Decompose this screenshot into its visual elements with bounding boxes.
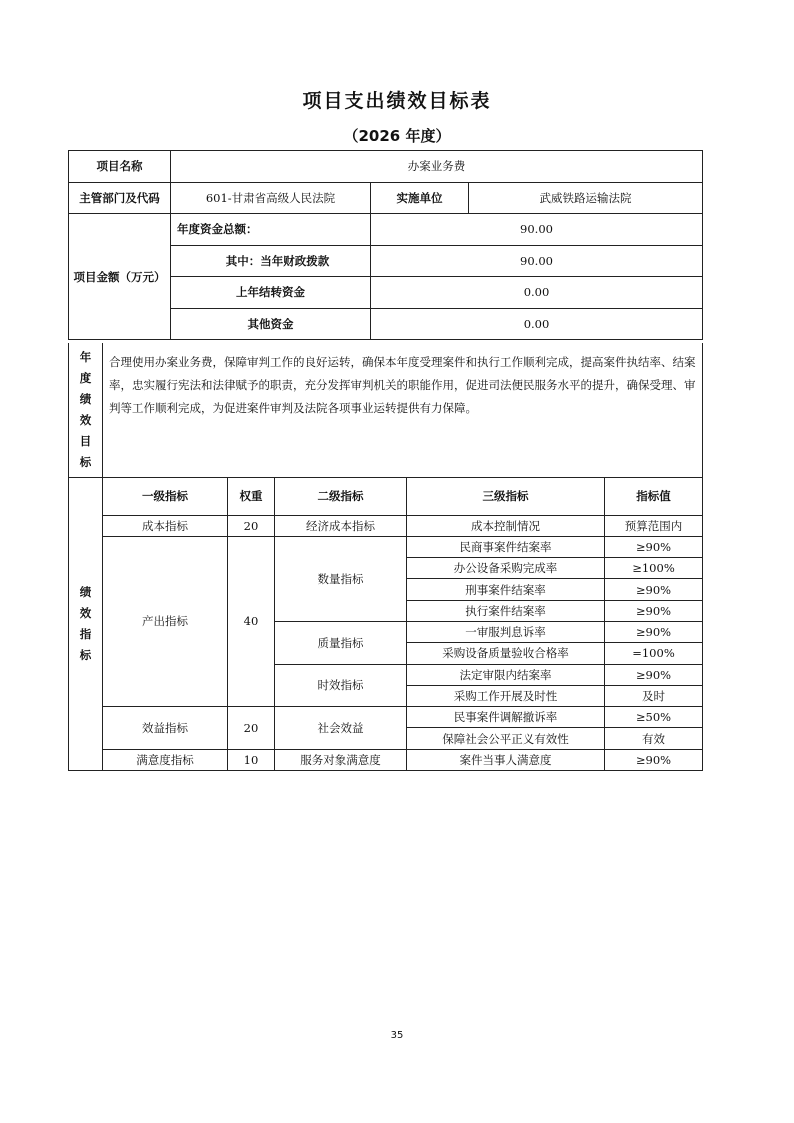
- table-row-value: ≥90%: [605, 600, 703, 621]
- table-row-value: 有效: [605, 728, 703, 749]
- table-row-name: 保障社会公平正义有效性: [407, 728, 605, 749]
- table-row-name: 民事案件调解撤诉率: [407, 707, 605, 728]
- dept-label: 主管部门及代码: [69, 182, 171, 214]
- header-value: 指标值: [605, 477, 703, 515]
- timeliness-level2: 时效指标: [275, 664, 407, 707]
- table-row-value: ≥90%: [605, 621, 703, 642]
- table-row-value: ≥90%: [605, 749, 703, 770]
- goal-table: [68, 343, 703, 478]
- table-row-value: ≥50%: [605, 707, 703, 728]
- table-row-value: 预算范围内: [605, 515, 703, 536]
- table-row-name: 法定审限内结案率: [407, 664, 605, 685]
- carryover-label: 上年结转资金: [171, 277, 371, 309]
- table-row-name: 采购工作开展及时性: [407, 685, 605, 706]
- header-level1: 一级指标: [103, 477, 228, 515]
- cost-level2: 经济成本指标: [275, 515, 407, 536]
- header-level2: 二级指标: [275, 477, 407, 515]
- project-name-value: 办案业务费: [171, 151, 703, 183]
- indicators-section-label: 绩效指标: [69, 477, 103, 771]
- table-row-value: ≥90%: [605, 579, 703, 600]
- benefit-weight: 20: [228, 707, 275, 750]
- cost-weight: 20: [228, 515, 275, 536]
- unit-value: 武威铁路运输法院: [469, 182, 703, 214]
- table-row-value: ≥100%: [605, 558, 703, 579]
- goal-label: 年度绩效目标: [69, 343, 103, 477]
- amount-label: 项目金额（万元）: [69, 214, 171, 340]
- year-label: （2026 年度）: [343, 127, 451, 145]
- output-weight: 40: [228, 536, 275, 706]
- other-label: 其他资金: [171, 308, 371, 340]
- table-row-value: ≥90%: [605, 536, 703, 557]
- carryover-value: 0.00: [371, 277, 703, 309]
- other-value: 0.00: [371, 308, 703, 340]
- indicators-table: [68, 477, 703, 771]
- table-row-name: 一审服判息诉率: [407, 621, 605, 642]
- table-row-value: ≥90%: [605, 664, 703, 685]
- cost-level1: 成本指标: [103, 515, 228, 536]
- annual-total-label: 年度资金总额：: [171, 214, 371, 246]
- page-title: 项目支出绩效目标表: [302, 90, 492, 112]
- project-info-table: [68, 150, 703, 340]
- table-row-name: 刑事案件结案率: [407, 579, 605, 600]
- page-number: 35: [390, 1030, 404, 1041]
- benefit-level1: 效益指标: [103, 707, 228, 750]
- table-row-value: 及时: [605, 685, 703, 706]
- satisfaction-level2: 服务对象满意度: [275, 749, 407, 770]
- goal-text: 合理使用办案业务费，保障审判工作的良好运转，确保本年度受理案件和执行工作顺利完成，提高案件执结率、结案率，忠实履行宪法和法律赋予的职责，充分发挥审判机关的职能作用，促进司法便民服务水平的提升，确保受理、审判等工作顺利完成，为促进案件审判及法院各项事业运转提供有力保障。: [103, 343, 703, 477]
- benefit-level2: 社会效益: [275, 707, 407, 750]
- satisfaction-weight: 10: [228, 749, 275, 770]
- table-row-value: =100%: [605, 643, 703, 664]
- table-row-name: 办公设备采购完成率: [407, 558, 605, 579]
- satisfaction-level1: 满意度指标: [103, 749, 228, 770]
- table-row-name: 成本控制情况: [407, 515, 605, 536]
- fiscal-label: 其中：当年财政拨款: [171, 245, 371, 277]
- header-level3: 三级指标: [407, 477, 605, 515]
- unit-label: 实施单位: [371, 182, 469, 214]
- output-level1: 产出指标: [103, 536, 228, 706]
- project-name-label: 项目名称: [69, 151, 171, 183]
- header-weight: 权重: [228, 477, 275, 515]
- quantity-level2: 数量指标: [275, 536, 407, 621]
- table-row-name: 采购设备质量验收合格率: [407, 643, 605, 664]
- table-row-name: 执行案件结案率: [407, 600, 605, 621]
- annual-total-value: 90.00: [371, 214, 703, 246]
- table-row-name: 民商事案件结案率: [407, 536, 605, 557]
- dept-value: 601-甘肃省高级人民法院: [171, 182, 371, 214]
- quality-level2: 质量指标: [275, 621, 407, 664]
- fiscal-value: 90.00: [371, 245, 703, 277]
- table-row-name: 案件当事人满意度: [407, 749, 605, 770]
